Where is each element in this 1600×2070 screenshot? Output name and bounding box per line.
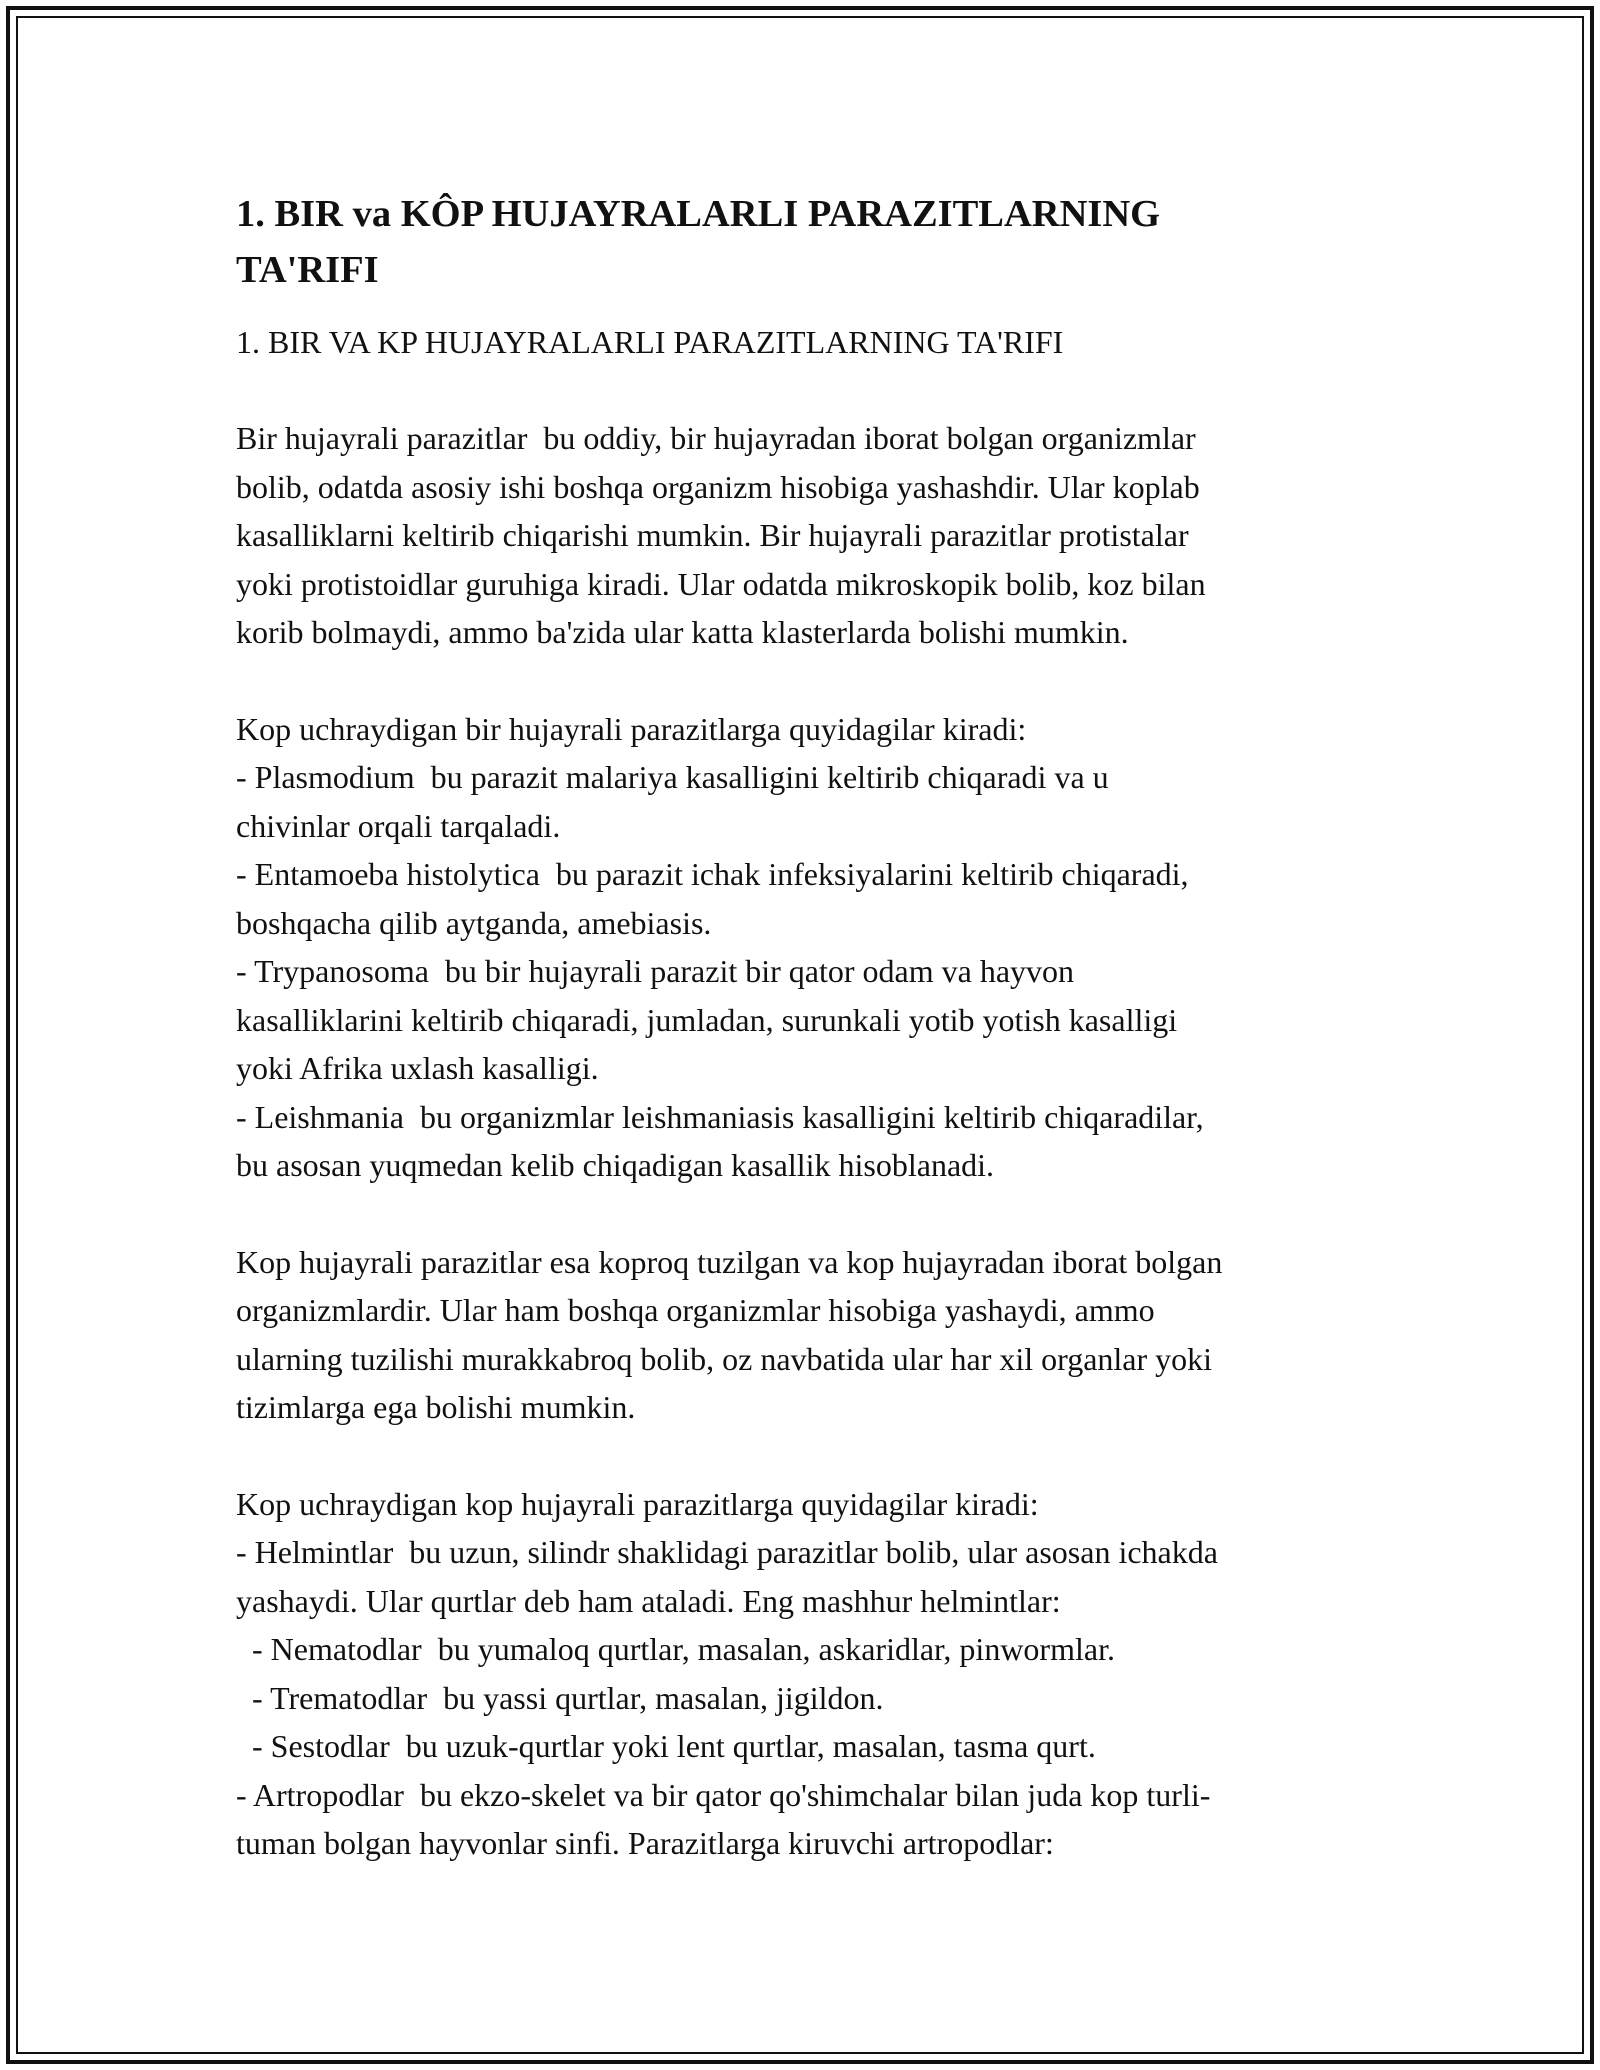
text-line: ularning tuzilishi murakkabroq bolib, oz navbatida ular har xil organlar yoki bbox=[236, 1340, 1213, 1377]
sub-list-item: - Sestodlar bu uzuk-qurtlar yoki lent qurtlar, masalan, tasma qurt. bbox=[236, 1728, 1096, 1764]
text-line: tuman bolgan hayvonlar sinfi. Parazitlarga kiruvchi artropodlar: bbox=[236, 1825, 1054, 1861]
sub-list-item: - Trematodlar bu yassi qurtlar, masalan, jigildon. bbox=[236, 1679, 884, 1716]
text-line: boshqacha qilib aytganda, amebiasis. bbox=[236, 904, 712, 941]
list-item: - Plasmodium bu parazit malariya kasalligini keltirib chiqaradi va u bbox=[236, 759, 1109, 795]
text-line: tizimlarga ega bolishi mumkin. bbox=[236, 1389, 636, 1425]
text-line: Kop hujayrali parazitlar esa koproq tuzilgan va kop hujayradan iborat bolgan bbox=[236, 1243, 1223, 1280]
document-body bbox=[236, 186, 1386, 1868]
text-line: Bir hujayrali parazitlar bu oddiy, bir hujayradan iborat bolgan organizmlar bbox=[236, 420, 1196, 456]
text-line: korib bolmaydi, ammo ba'zida ular katta klasterlarda bolishi mumkin. bbox=[236, 614, 1129, 650]
paragraph-unicellular-definition bbox=[236, 414, 1386, 657]
list-item: - Trypanosoma bu bir hujayrali parazit bir qator odam va hayvon bbox=[236, 953, 1075, 989]
text-line: bu asosan yuqmedan kelib chiqadigan kasallik hisoblanadi. bbox=[236, 1147, 995, 1183]
text-line: kasalliklarini keltirib chiqaradi, jumladan, surunkali yotib yotish kasalligi bbox=[236, 1001, 1178, 1038]
paragraph-multicellular-definition bbox=[236, 1238, 1386, 1432]
list-item: - Helmintlar bu uzun, silindr shaklidagi parazitlar bolib, ular asosan ichakda bbox=[236, 1534, 1218, 1570]
text-line: chivinlar orqali tarqaladi. bbox=[236, 807, 561, 844]
text-line: yoki Afrika uxlash kasalligi. bbox=[236, 1050, 599, 1086]
paragraph-multicellular-list bbox=[236, 1480, 1386, 1868]
sub-list-item: - Nematodlar bu yumaloq qurtlar, masalan, askaridlar, pinwormlar. bbox=[236, 1631, 1115, 1667]
title-line: 1. BIR va KÔP HUJAYRALARLI PARAZITLARNING bbox=[236, 193, 1161, 235]
text-line: kasalliklarni keltirib chiqarishi mumkin. Bir hujayrali parazitlar protistalar bbox=[236, 517, 1189, 553]
text-line: yoki protistoidlar guruhiga kiradi. Ular odatda mikroskopik bolib, koz bilan bbox=[236, 565, 1206, 602]
list-item: - Leishmania bu organizmlar leishmaniasis kasalligini keltirib chiqaradilar, bbox=[236, 1098, 1204, 1135]
text-line: Kop uchraydigan bir hujayrali parazitlarga quyidagilar kiradi: bbox=[236, 710, 1027, 747]
text-line: yashaydi. Ular qurtlar deb ham ataladi. Eng mashhur helmintlar: bbox=[236, 1582, 1061, 1619]
paragraph-unicellular-list bbox=[236, 705, 1386, 1190]
text-line: bolib, odatda asosiy ishi boshqa organizm hisobiga yashashdir. Ular koplab bbox=[236, 468, 1200, 505]
title-line: TA'RIFI bbox=[236, 249, 379, 291]
list-item: - Artropodlar bu ekzo-skelet va bir qator qo'shimchalar bilan juda kop turli- bbox=[236, 1776, 1211, 1813]
list-item: - Entamoeba histolytica bu parazit ichak infeksiyalarini keltirib chiqaradi, bbox=[236, 856, 1189, 892]
text-line: organizmlardir. Ular ham boshqa organizmlar hisobiga yashaydi, ammo bbox=[236, 1292, 1155, 1328]
document-title bbox=[236, 186, 1386, 298]
document-subtitle: 1. BIR VA KP HUJAYRALARLI PARAZITLARNING TA'RIFI bbox=[236, 324, 1064, 360]
text-line: Kop uchraydigan kop hujayrali parazitlarga quyidagilar kiradi: bbox=[236, 1485, 1039, 1522]
